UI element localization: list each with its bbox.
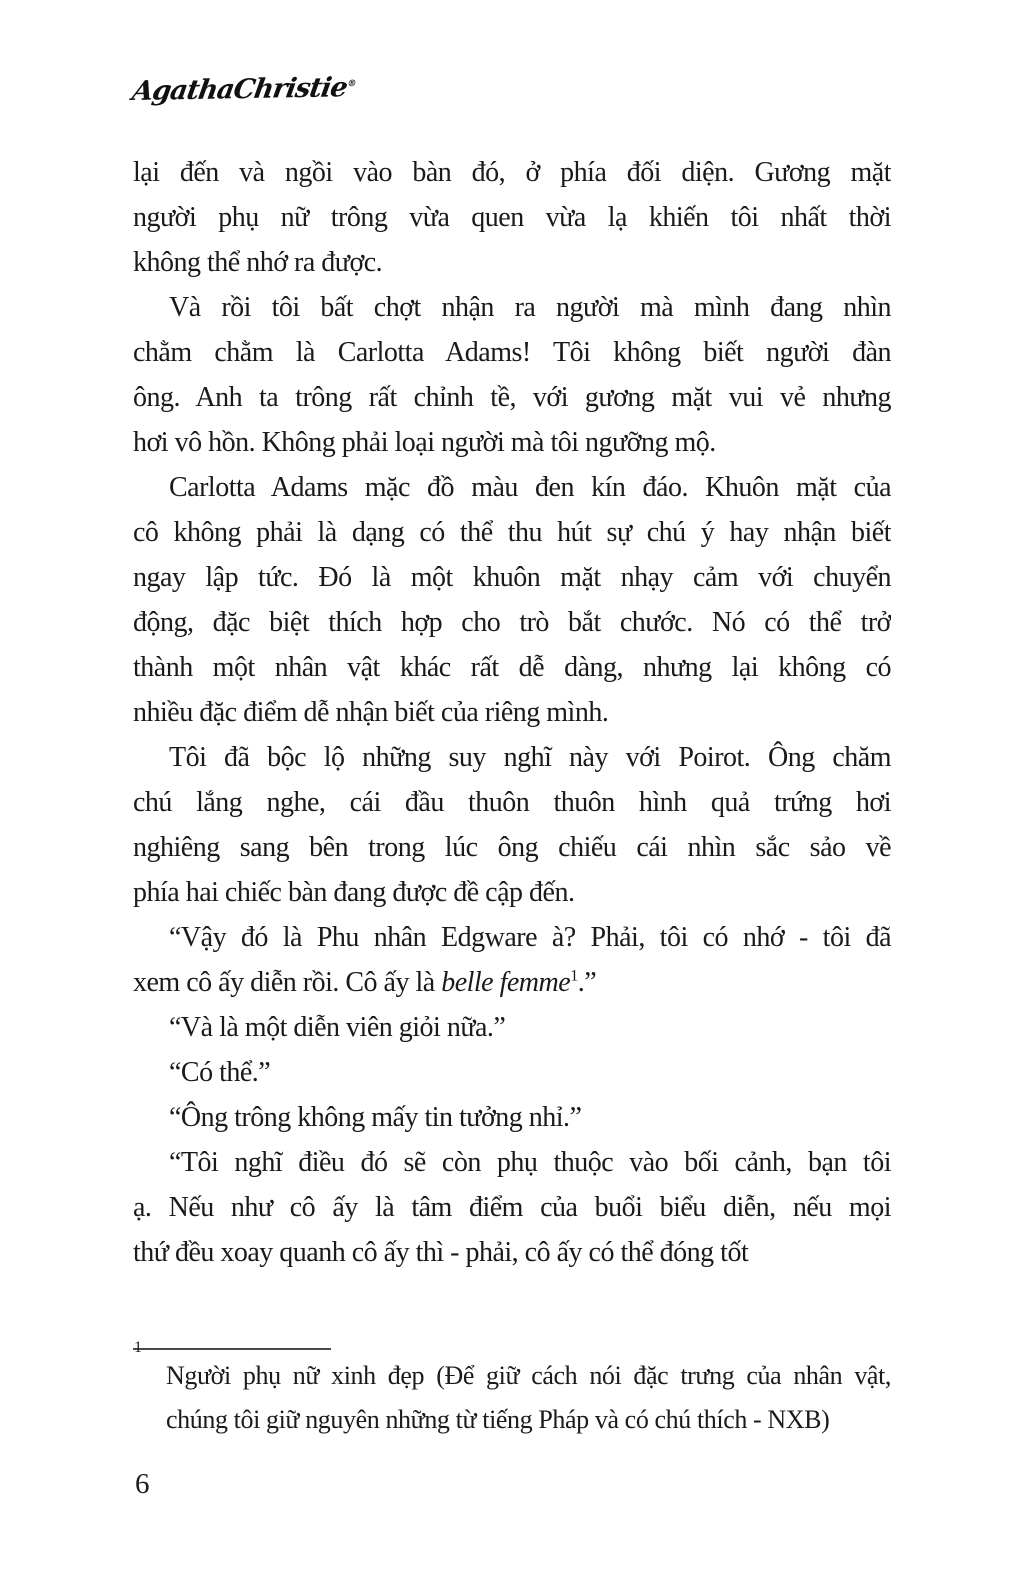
- text-run: .”: [577, 967, 597, 998]
- paragraph: [133, 1140, 891, 1275]
- text-line: ạ. Nếu như cô ấy là tâm điểm của buổi biểu diễn, nếu mọi: [133, 1192, 891, 1223]
- text-line: “Ông trông không mấy tin tưởng nhỉ.”: [169, 1102, 582, 1133]
- text-line: nhiều đặc điểm dễ nhận biết của riêng mình.: [133, 697, 609, 728]
- paragraph: [133, 1050, 891, 1095]
- text-line: “Vậy đó là Phu nhân Edgware à? Phải, tôi có nhớ - tôi đã: [169, 922, 891, 953]
- agatha-christie-signature-logo: [130, 72, 358, 107]
- text-line: [133, 960, 891, 1005]
- paragraph: [133, 465, 891, 735]
- paragraph: [133, 1095, 891, 1140]
- text-line: người phụ nữ trông vừa quen vừa lạ khiến tôi nhất thời: [133, 202, 891, 233]
- paragraph: [133, 150, 891, 285]
- paragraph: [133, 285, 891, 465]
- text-line: hơi vô hồn. Không phải loại người mà tôi ngưỡng mộ.: [133, 427, 716, 458]
- text-run: xem cô ấy diễn rồi. Cô ấy là: [133, 967, 442, 998]
- text-line: Tôi đã bộc lộ những suy nghĩ này với Poirot. Ông chăm: [169, 742, 891, 773]
- paragraph: [133, 915, 891, 1005]
- text-line: “Và là một diễn viên giỏi nữa.”: [169, 1012, 506, 1043]
- paragraph: [133, 735, 891, 915]
- footnote-divider: [133, 1348, 331, 1350]
- text-line: ông. Anh ta trông rất chỉnh tề, với gương mặt vui vẻ nhưng: [133, 382, 891, 413]
- text-line: Và rồi tôi bất chợt nhận ra người mà mình đang nhìn: [169, 292, 891, 323]
- text-line: “Có thể.”: [169, 1057, 271, 1088]
- text-line: lại đến và ngồi vào bàn đó, ở phía đối diện. Gương mặt: [133, 157, 891, 188]
- text-line: chằm chằm là Carlotta Adams! Tôi không biết người đàn: [133, 337, 891, 368]
- text-line: nghiêng sang bên trong lúc ông chiếu cái nhìn sắc sảo về: [133, 832, 891, 863]
- footnote-line: Người phụ nữ xinh đẹp (Để giữ cách nói đặc trưng của nhân vật,: [166, 1361, 891, 1390]
- page-number: 6: [135, 1468, 150, 1500]
- paragraph: [133, 1005, 891, 1050]
- footnote: [133, 1339, 891, 1442]
- registered-trademark-icon: ®: [346, 79, 358, 90]
- text-line: “Tôi nghĩ điều đó sẽ còn phụ thuộc vào bối cảnh, bạn tôi: [169, 1147, 891, 1178]
- footnote-body: 1 Người phụ nữ xinh đẹp (Để giữ cách nói đặc trưng của nhân vật, chúng tôi giữ nguyên những từ tiếng Pháp và có chú thích - NXB): [133, 1354, 891, 1442]
- signature-text: AgathaChristie: [130, 72, 350, 107]
- text-line: Carlotta Adams mặc đồ màu đen kín đáo. Khuôn mặt của: [169, 472, 891, 503]
- text-line: không thể nhớ ra được.: [133, 247, 383, 278]
- text-line: ngay lập tức. Đó là một khuôn mặt nhạy cảm với chuyển: [133, 562, 891, 593]
- footnote-reference: 1: [570, 967, 578, 985]
- italic-text: belle femme: [441, 967, 571, 998]
- footnote-line: chúng tôi giữ nguyên những từ tiếng Pháp và có chú thích - NXB): [166, 1405, 830, 1434]
- text-line: thứ đều xoay quanh cô ấy thì - phải, cô ấy có thể đóng tốt: [133, 1237, 749, 1268]
- text-line: chú lắng nghe, cái đầu thuôn thuôn hình quả trứng hơi: [133, 787, 891, 818]
- text-line: cô không phải là dạng có thể thu hút sự chú ý hay nhận biết: [133, 517, 891, 548]
- body-text: [133, 150, 891, 1275]
- text-line: động, đặc biệt thích hợp cho trò bắt chước. Nó có thể trở: [133, 607, 891, 638]
- text-line: thành một nhân vật khác rất dễ dàng, nhưng lại không có: [133, 652, 891, 683]
- text-line: phía hai chiếc bàn đang được đề cập đến.: [133, 877, 575, 908]
